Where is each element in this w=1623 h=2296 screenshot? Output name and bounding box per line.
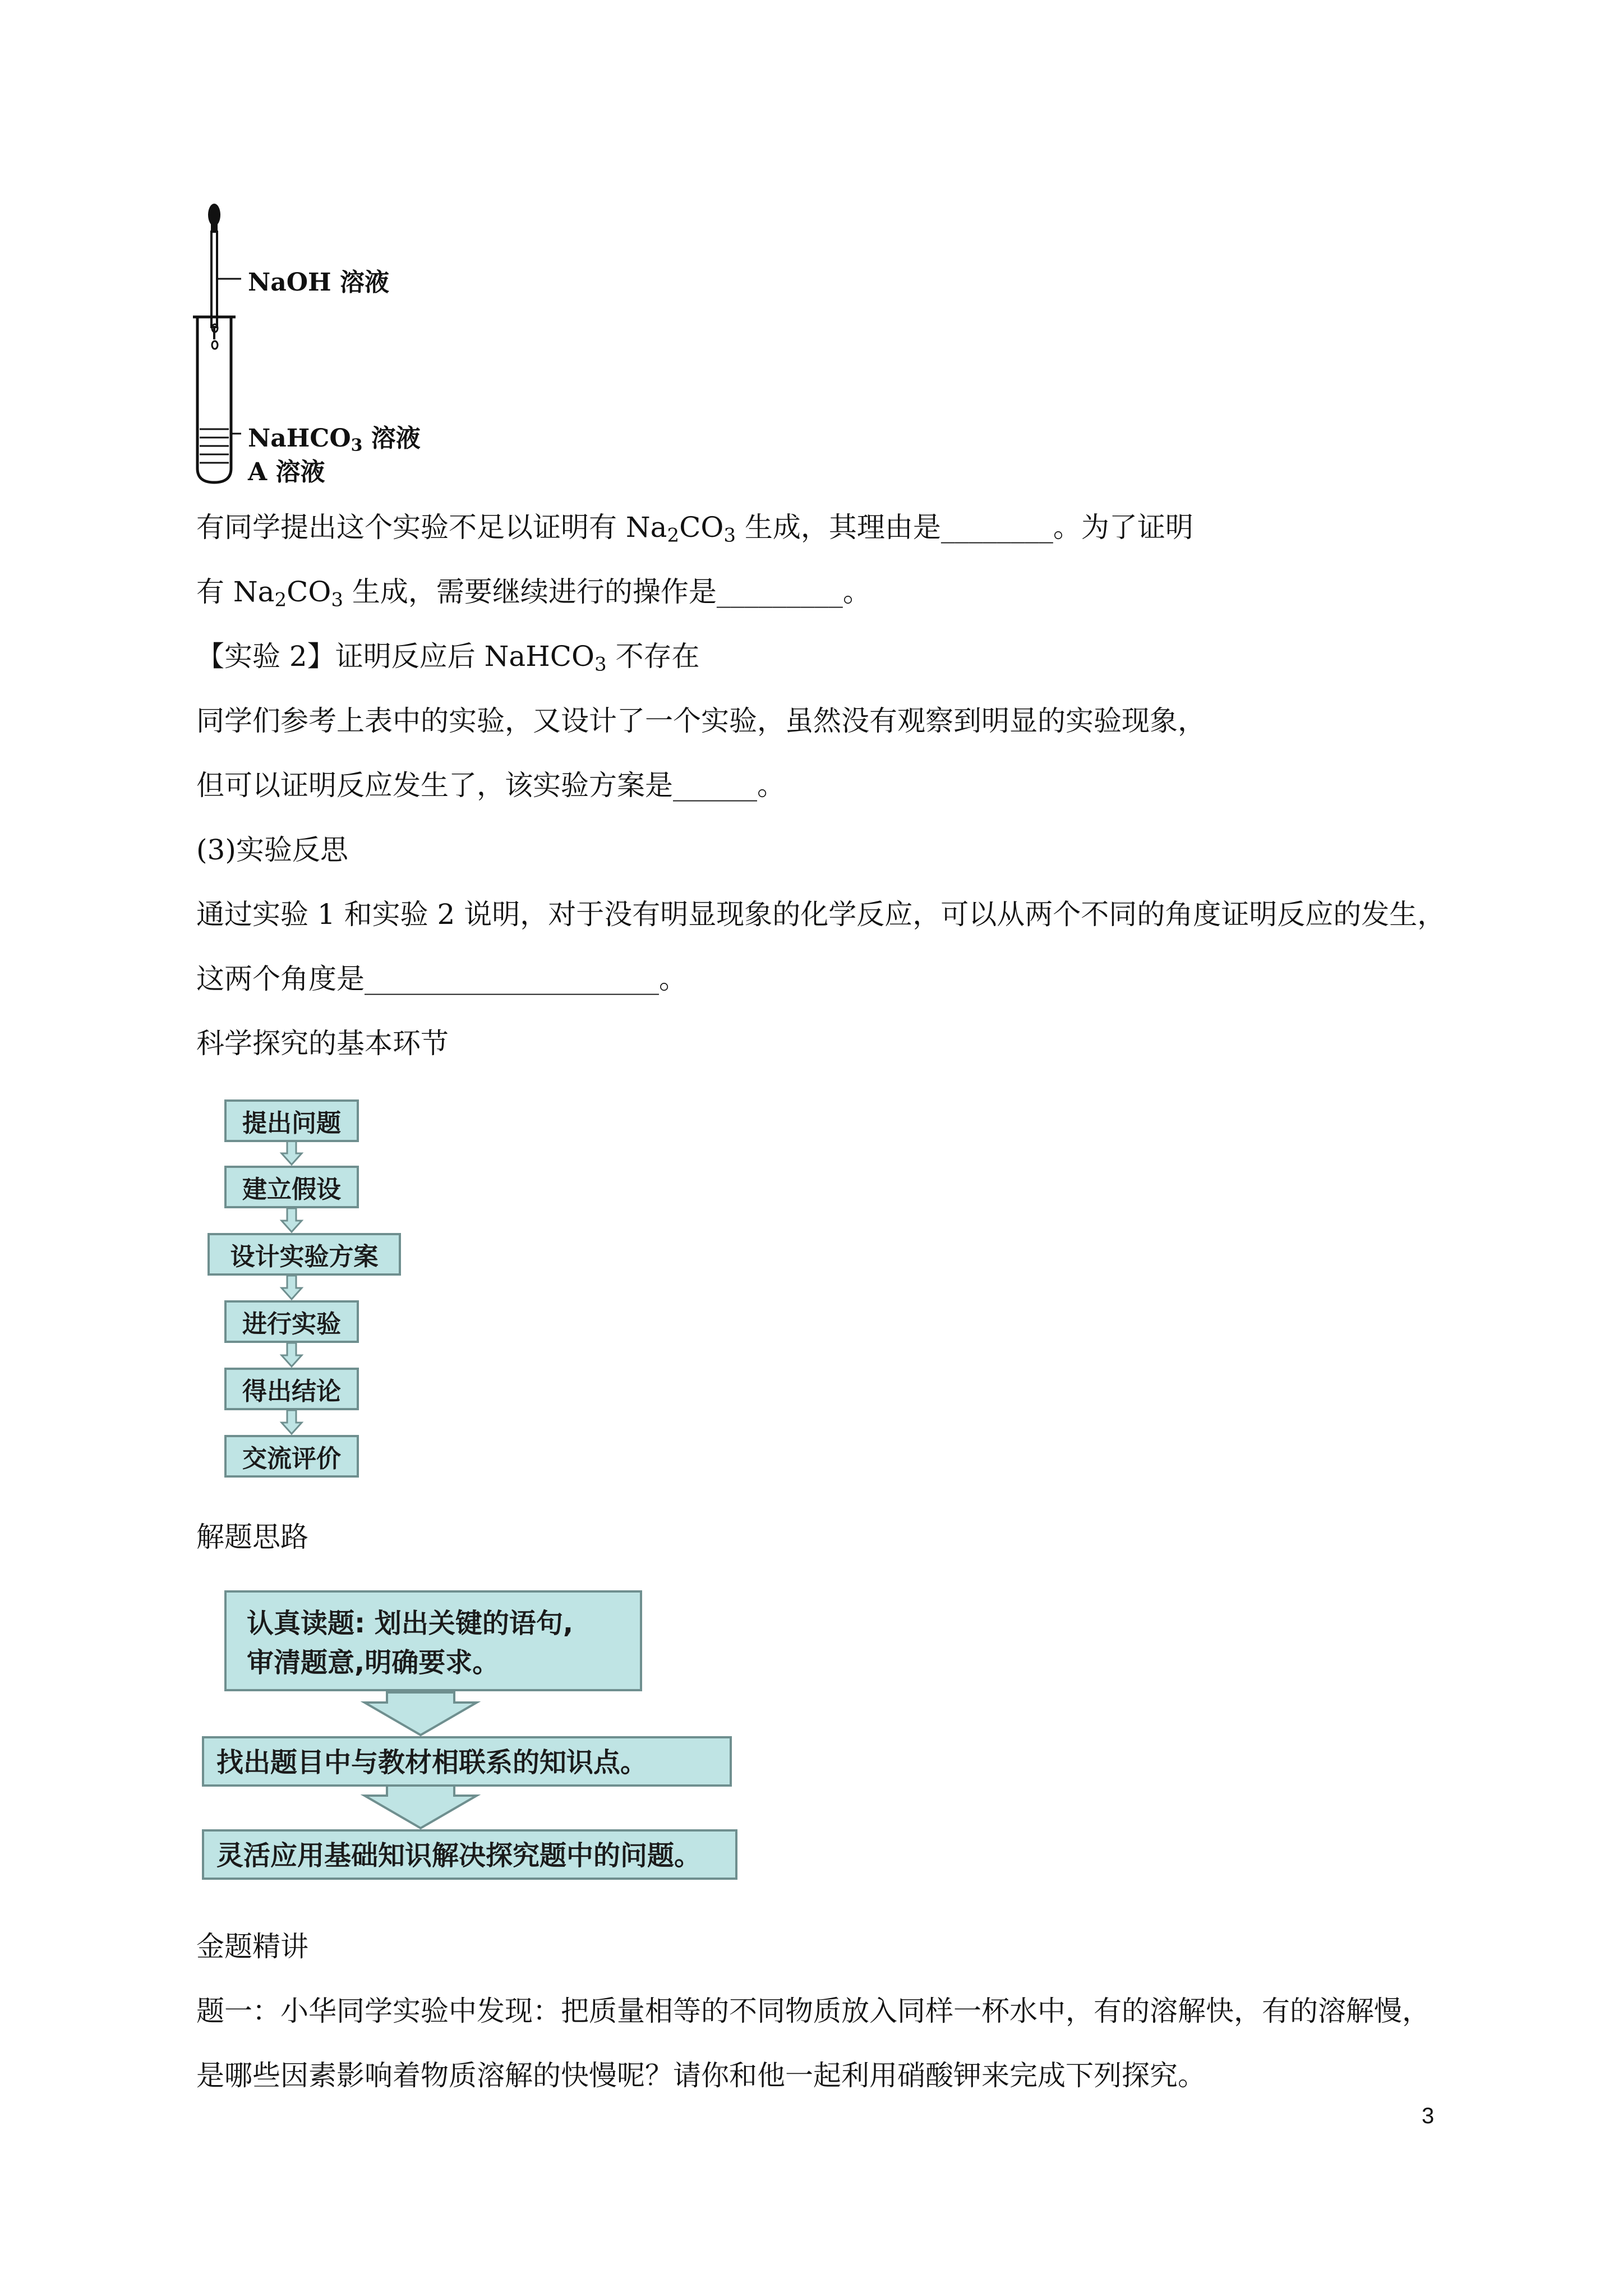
paragraph-8: 这两个角度是_____________________。	[196, 963, 687, 995]
paragraph-9: 题一：小华同学实验中发现：把质量相等的不同物质放入同样一杯水中，有的溶解快，有的溶解慢，	[196, 1995, 1430, 2027]
flow-step-4: 进行实验	[224, 1300, 359, 1343]
flowchart-solving-approach	[202, 1590, 740, 1904]
flow-step-5: 得出结论	[224, 1368, 359, 1410]
flowchart-inquiry-steps	[202, 1099, 415, 1492]
heading-solving-approach: 解题思路	[196, 1521, 308, 1553]
heading-basic-steps: 科学探究的基本环节	[196, 1027, 449, 1060]
label-nahco3-solution: NaHCO$_3$ 溶液	[248, 424, 421, 455]
paragraph-7: 通过实验 1 和实验 2 说明，对于没有明显现象的化学反应，可以从两个不同的角度证明反应的发生，	[196, 898, 1446, 931]
dropper-and-tube-drawing	[185, 199, 252, 491]
paragraph-6: (3)实验反思	[196, 834, 348, 866]
flowchart-arrows	[202, 1099, 415, 1492]
heading-lecture: 金题精讲	[196, 1930, 308, 1963]
flow2-box-read-line-1: 认真读题: 划出关键的语句,	[247, 1608, 574, 1639]
flow2-box-read-line-2: 审清题意,明确要求。	[247, 1647, 500, 1678]
paragraph-10: 是哪些因素影响着物质溶解的快慢呢？请你和他一起利用硝酸钾来完成下列探究。	[196, 2059, 1206, 2092]
paragraph-3: 【实验 2】证明反应后 NaHCO$_3$ 不存在	[196, 640, 700, 676]
paragraph-5: 但可以证明反应发生了，该实验方案是______。	[196, 769, 785, 802]
paragraph-2: 有 $Na_2CO_3$ 生成，需要继续进行的操作是_________。	[196, 576, 871, 611]
flow-step-6: 交流评价	[224, 1435, 359, 1478]
flow2-box-read	[224, 1590, 642, 1691]
flow-step-3: 设计实验方案	[208, 1233, 401, 1276]
paragraph-4: 同学们参考上表中的实验，又设计了一个实验，虽然没有观察到明显的实验现象，	[196, 705, 1206, 737]
flow2-box-apply: 灵活应用基础知识解决探究题中的问题。	[202, 1829, 737, 1880]
page-number: 3	[1422, 2104, 1435, 2128]
label-naoh-solution: NaOH 溶液	[248, 268, 389, 297]
paragraph-1: 有同学提出这个实验不足以证明有 $Na_2CO_3$ 生成，其理由是________。为了证明	[196, 511, 1193, 547]
flow2-box-knowledge: 找出题目中与教材相联系的知识点。	[202, 1736, 732, 1787]
test-tube-figure	[185, 199, 465, 491]
flow-step-1: 提出问题	[224, 1099, 359, 1142]
label-a-solution: A 溶液	[248, 458, 325, 486]
flow-step-2: 建立假设	[224, 1166, 359, 1208]
